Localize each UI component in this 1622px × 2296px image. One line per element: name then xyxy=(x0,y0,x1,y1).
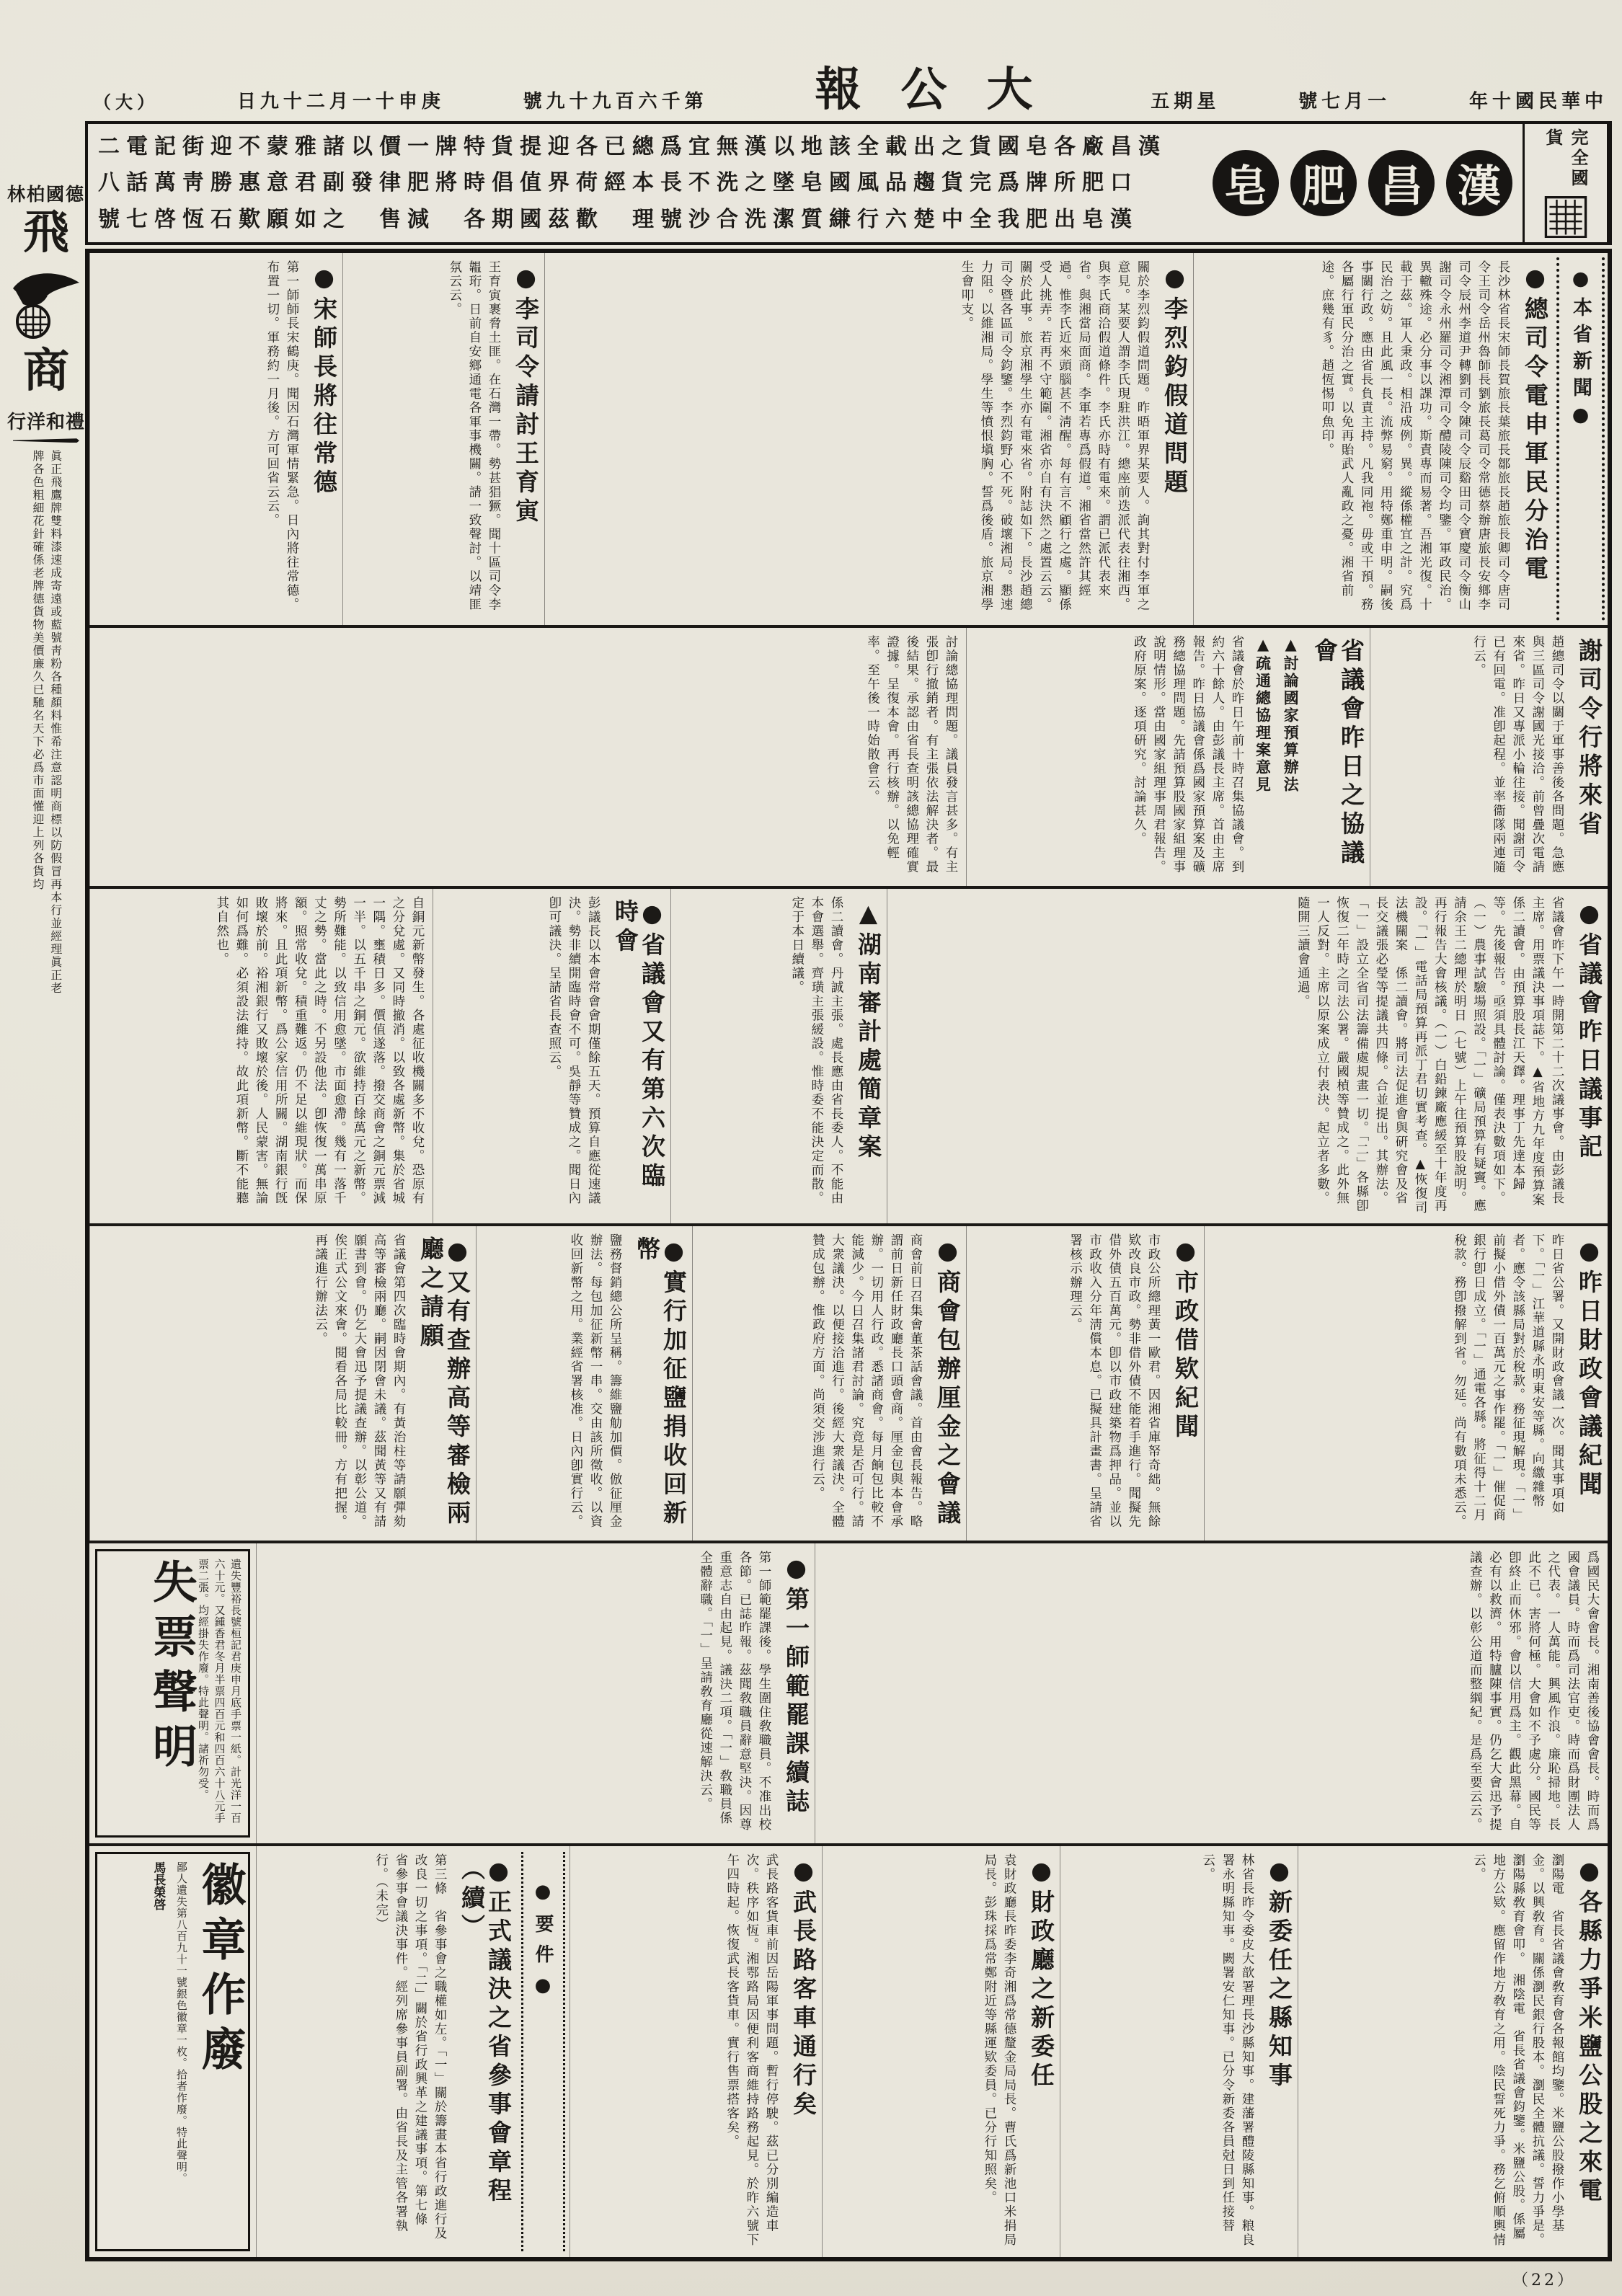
edition-label: （大） xyxy=(94,92,159,112)
ad-origin-label: 林柏國德 xyxy=(7,184,86,205)
brand-char-circle: 昌 xyxy=(1368,150,1435,216)
notice-title: 徽章作廢 xyxy=(194,1861,247,2080)
article-chamber-likin xyxy=(692,1226,966,1541)
ad-firm-name: 行洋和禮 xyxy=(7,412,86,434)
national-goods-seal xyxy=(1523,124,1609,242)
article-audit-bureau-charter xyxy=(670,889,887,1223)
article-body: 省議會於昨日午前十時召集協議會。到約六十餘人。由彭議長主席。首由主席報告。昨日協議會係爲國家預算案及礦務總協理問題。先請預算股國家組理事說明情形。當由國家組理事周君報告。政府原案。逐項硏究。討論甚久。 xyxy=(1132,635,1244,874)
headline: ●李司令請討王育寅 xyxy=(512,263,540,527)
important-items-marker xyxy=(521,1852,565,2251)
lunar-date: 日九十二月一十申庚 xyxy=(236,91,445,112)
article-body: 趙總司令以關于軍事善後各問題。急應與三區司令謝國光接洽。前曾疊次電請來省。昨日又專派小輪往接。聞謝司令已有回電。准卽起程。並率衞隊兩連隨行云。 xyxy=(1471,635,1565,874)
band-five xyxy=(89,1543,1608,1846)
subhead: ▲疏通總協理案意見 xyxy=(1254,635,1272,794)
article-body: 林省長昨令委皮大歆署理長沙縣知事。建藩署醴陵縣知事。粮良署永明縣知事。闕署安仁知事。已分令新委各員尅日到任接替云。 xyxy=(1200,1853,1255,2247)
section-title: 本省新聞 xyxy=(1569,297,1592,404)
article-body: 第一師範罷課後。學生圍住敎職員。不准出校各節。已誌昨報。茲聞敎職員辭意堅決。因尊重意志自由起見。議決二項。「一」敎職員係全體辭職。「一」呈請敎育廳從速解決云。 xyxy=(698,1551,772,1832)
notice-title: 失票聲明 xyxy=(145,1559,198,1778)
article-body: 袁財政廳長昨委李奇湘爲常德釐金局局長。曹氏爲新池口米捐局局長。彭珠採爲常鄭附近等縣運欵委員。已分行知照矣。 xyxy=(982,1853,1017,2247)
article-body: 省議會第四次臨時會期內。有黃治柱等請願彈劾高等審檢兩廳。嗣因閉會未議。茲聞黃等又有請願書到會。仍乞大會迅予提議查辦。以彰公道。俟正式公文來會。閱看各局比較冊。方有把握。再議進行辦法云。 xyxy=(313,1233,407,1529)
article-railway-service xyxy=(570,1846,822,2257)
article-sixth-special-session xyxy=(433,889,670,1223)
gregorian-date: 號七月一 xyxy=(1298,91,1391,112)
article-normal-school-strike xyxy=(256,1543,815,1843)
article-li-liejun-passage xyxy=(544,253,1193,625)
article-body: 武長路客貨車前因岳陽軍事問題。暫行停駛。茲已分別編造車次。秩序如恆。湘鄂路局因便利客商維持路務起見。於昨六號下午四時起。恢復武長客貨車。實行售票搭客矣。 xyxy=(724,1853,779,2247)
headline: ●省議會昨日議事記 xyxy=(1575,899,1603,1163)
article-body: 瀏陽電 省長省議會敎育會各報館均鑒。米鹽公股撥作小學基金。以興敎育。關係瀏民銀行股本。瀏民全體抗議。誓力爭是。瀏陽縣敎育會叩。 湘陰電 省長省議會鈞鑒。米鹽公股。係屬地方公欵。應留作地方敎育之用。陰民誓死力爭。務乞俯順輿情云。 xyxy=(1471,1853,1565,2247)
article-body: 鹽務督銷總公所呈稱。籌維鹽觔加價。倣征厘金辦法。每包加征新幣一串。交由該所徵收。以資收回新幣之用。業經省署核准。日內卽實行云。 xyxy=(568,1233,623,1529)
headline: ●省議會又有第六次臨時會 xyxy=(611,899,666,1192)
band-bottom xyxy=(89,1846,1608,2257)
article-body: 第一師師長宋鶴庚。聞因石灣軍情緊急。日內將往常德。布置一切。軍務約一月後。方可回省云云。 xyxy=(265,260,300,612)
headline: ●新委任之縣知事 xyxy=(1265,1856,1293,2091)
headline: 謝司令行將來省 xyxy=(1575,638,1603,840)
headline: ●宋師長將往常德 xyxy=(310,263,338,498)
headline: ●財政廳之新委任 xyxy=(1027,1856,1055,2091)
band-top xyxy=(89,253,1608,628)
ad-divider xyxy=(13,438,79,443)
ad-body-text: 眞正飛鷹牌雙料漆速成寄遠或藍號靑粉各種顏料惟希注意認明商標以防假冒再本行並經理眞正老牌各色粗細花針確係老牌德貨物美價廉久已馳名天下必爲市面懽迎上列各貨均 xyxy=(31,450,63,996)
soap-ad-copy xyxy=(88,124,1202,242)
headline: ●市政借欵紀聞 xyxy=(1171,1236,1200,1442)
article-assembly-consultation xyxy=(966,628,1370,886)
notice-body: 鄙人遺失第八百九十一號銀色徽章一枚。拾者作廢。特此聲明。 xyxy=(174,1861,188,2184)
section-header xyxy=(1556,257,1605,621)
eagle-logo-icon xyxy=(12,262,81,342)
important-items-label: ●要件● xyxy=(532,1881,554,2008)
band-three xyxy=(89,889,1608,1226)
era-date: 年十國民華中 xyxy=(1468,91,1608,112)
article-continuation-national-assembly xyxy=(815,1543,1608,1843)
article-body: 第三條 省參事會之職權如左。「一」關於籌畫本省行政進行及改良一切之事項。「二」關於省行政興革之建議事項。第七條 省參事會議決事件。經列席參事員副署。由省長及主管各署執行。（未完） xyxy=(373,1853,448,2241)
band-four xyxy=(89,1226,1608,1543)
section-dot: ● xyxy=(1569,267,1592,297)
brand-char-circle: 漢 xyxy=(1446,150,1512,216)
ad-big-char-fly: 飛 xyxy=(23,205,69,260)
article-assembly-proceedings xyxy=(887,889,1608,1223)
article-court-petition xyxy=(89,1226,476,1541)
article-salt-levy xyxy=(476,1226,692,1541)
page-number: （22） xyxy=(1512,2271,1576,2290)
article-xie-coming xyxy=(1370,628,1608,886)
band-two xyxy=(89,628,1608,889)
article-new-magistrates xyxy=(1060,1846,1298,2257)
headline: ●各縣力爭米鹽公股之來電 xyxy=(1575,1856,1603,2207)
article-body: 討論總協理問題。議員發言甚多。有主張卽行撤銷者。有主張依法解決者。最後結果。承認由省長查明該總協理確實證據。呈復本會。再行核辦。以免輕率。至午後一時始散會云。 xyxy=(865,635,958,874)
article-finance-appointments xyxy=(822,1846,1060,2257)
article-body: 爲國民大會會長。湘南善後協會會長。時而爲國會議員。時而爲司法官吏。時而爲財團法人之代表。一人萬能。興風作浪。廉恥掃地。長此不已。害將何極。大會如不予處分。國民等卽終止而休邪。會以信用爲主。觀此黑幕。自必有以救濟。用特臚陳事實。仍乞大會迅予提議查辦。以彰公道而整綱紀。是爲至要云云。 xyxy=(1468,1551,1600,1832)
article-military-civil-separation xyxy=(1193,253,1554,625)
ad-big-char-trademark: 商 xyxy=(23,343,69,398)
issue-number: 號九十九百六千第 xyxy=(523,91,708,112)
brand-char-circle: 皂 xyxy=(1213,150,1279,216)
headline: ●又有查辦高等審檢兩廳之請願 xyxy=(417,1236,471,1529)
brand-char-circle: 肥 xyxy=(1290,150,1357,216)
article-continuation-consultation xyxy=(89,628,966,886)
article-continuation-currency xyxy=(89,889,433,1223)
carlowitz-ad xyxy=(7,180,86,1334)
badge-void-notice xyxy=(95,1852,250,2251)
soap-brand-circles xyxy=(1202,124,1523,242)
article-body: 市政公所總理黃一歐君。因湘省庫帑奇絀。無餘欵改良市政。勢非借外債不能着手進行。聞擬先借外債五百萬元。卽以市政建築物爲押品。並以市政收入分年淸償本息。已擬具計畫書。呈請省署核示辦理云。 xyxy=(1068,1233,1161,1529)
article-municipal-loan xyxy=(966,1226,1204,1541)
soap-ad-banner xyxy=(85,121,1612,245)
article-body: 商會前日召集會董茶話會議。首由會長報告。略謂前日新任財政廳長口頭會商。厘金包與本會承辦。一切用人行政。悉諸商會。每月餉包比較不能減少。今日召集諸君討論。究竟是否可行。請大衆議決。以便接洽進行。後經大衆議決。全體贊成包辦。惟政府方面。尚須交涉進行云。 xyxy=(810,1233,923,1529)
weekday-label: 五期星 xyxy=(1151,91,1220,112)
headline: ●昨日財政會議紀聞 xyxy=(1575,1236,1603,1500)
soap-ad-line: 二電記街迎不蒙雅諸以價一牌特貨提迎各已總爲宜無漢以地該全載出之貨國皂各廠昌漢 xyxy=(98,133,1166,159)
headline: ●第一師範罷課續誌 xyxy=(782,1553,810,1817)
subhead: ▲討論國家預算辦法 xyxy=(1282,635,1300,794)
article-body: 省議會昨下午一時開第二十二次議事會。由彭議長主席。用票議決事項誌下。▲省地方九年度預算案 係二讀會。由預算股長江天鐸。理事丁先達本歸等。先後報告。亟須具體討論。僅表決數項如下。（一）農事試驗場照設。「一」礦局預算有疑竇。應請余王二總理於明日（七號）上午往預算股說明。再行報告大會核議。（一）白鉛鍊廠應緩至十年度再設。「一」電話局預算再派丁君切實考查。▲恢復司法機關案 係二讀會。將司法促進會與硏究會及省長交議張必瑩等提議共四條。合並提出。其辦法。「一」設立全省司法籌備處規畫一切。「二」各縣卽恢復二年時之司法公署。嚴國楨等贊成之。此外無一人反對。主席以原案成立付表決。起立者多數。隨開三讀會通過。 xyxy=(1295,896,1565,1221)
article-body: 王育寅裹脅土匪。在石灣一帶。勢甚猖獗。聞十區司令李韞珩。日前自安鄉通電各軍事機關。請一致聲討。以靖匪氛云云。 xyxy=(447,260,502,612)
headline: ●武長路客車通行矣 xyxy=(789,1856,817,2120)
soap-ad-line: 八話萬靑勝惠意君副發律肥將時倡值界荷經本長不洗之墜皂國風品趨貨完爲牌所肥口 xyxy=(98,170,1138,196)
article-council-charter xyxy=(256,1846,517,2257)
news-frame xyxy=(85,249,1612,2261)
article-body: 彭議長以本會常會會期僅餘五天。預算自應從速議決。勢非續開臨時會不可。吳靜等贊成之。聞日內卽可議決。呈請省長查照云。 xyxy=(546,896,601,1205)
paper-title: 報公大 xyxy=(815,63,1073,117)
seal-label: 完全國貨 xyxy=(1543,128,1589,189)
notice-body: 遺失豐裕長號桓記君庚申月底手票一紙。計光洋一百六十元。又鍾香君冬月半票四百元和四百六十八元手票二張。均經掛失作廢。特此聲明。諸祈勿受。 xyxy=(197,1559,242,1824)
article-rice-salt-telegrams xyxy=(1298,1846,1608,2257)
seal-stamp-icon xyxy=(1541,196,1591,238)
headline: 省議會昨日之協議會 xyxy=(1311,638,1365,869)
article-li-requests-punitive xyxy=(342,253,544,625)
headline: ●總司令電申軍民分治電 xyxy=(1521,263,1549,585)
article-finance-meeting xyxy=(1204,1226,1608,1541)
headline: ●實行加征鹽捐收回新幣 xyxy=(633,1236,688,1529)
lost-ticket-notice xyxy=(95,1549,250,1838)
article-song-to-changde xyxy=(89,253,342,625)
masthead xyxy=(94,45,1608,117)
article-body: 係二讀會。丹誠主張。處長應由省長委人。不能由本會選舉。齊璜主張緩設。惟時委不能決定而散。定于本日續議。 xyxy=(789,896,844,1205)
notice-signature: 馬長榮啓 xyxy=(151,1861,166,1910)
headline: ●正式議決之省參事會章程（續） xyxy=(458,1856,513,2207)
soap-ad-line: 號七啓恆石歎願如之 售減 各期國茲歡 理號沙合洗潔質縑行六楚中全我肥出皂漢 xyxy=(98,207,1138,233)
section-dot: ● xyxy=(1569,404,1592,433)
headline: ●商會包辦厘金之會議 xyxy=(934,1236,962,1529)
article-body: 自銅元新幣發生。各處征收機關多不收兌。恐原有之分兌處。又同時撤消。以致各處新幣。集於省城一隅。壅積日多。價值遂落。撥交商會之銅元票減一半。以五千串之銅元。欲維持百餘萬元之新幣。勢所難能。以致信用愈墜。市面愈滯。幾有一落千丈之勢。當此之時。不另設他法。卽恢復一萬串原額。照常收兌。積重難返。仍不足以維現狀。而保將來。且此項新幣。爲公家信用所關。湖南銀行旣敗壞於前。裕湘銀行又敗壞於後。人民蒙害。無論如何爲難。必須設法維持。故此項新幣。斷不能聽其自然也。 xyxy=(214,896,425,1205)
headline: ●李烈鈞假道問題 xyxy=(1161,263,1189,498)
article-body: 長沙林省長宋師長賀旅長葉旅長鄒旅長趙旅長卿司令唐司令王司令岳州魯師長劉旅長葛司令常德蔡辦唐旅長安鄉李司令辰州李道尹轉劉司令陳司令辰谿田司令寶慶司令衡山謝司令永州羅司令湘潭司令醴陵陳司令均鑒。軍政民治。異轍殊途。必分事以課功。斯責專而易著。吾湘光復。十載于茲。軍人秉政。相沿成例。異。縱係權宜之計。究爲民治之妨。且此風一長。流弊易窮。用特鄭重申明。嗣後事關行政。應由省長負責主持。凡我同袍。毋或干預。務各屬行軍民分治之實。以免再貽武人亂政之憂。湘省前途。庶幾有豸。趙恆惕叩魚印。 xyxy=(1319,260,1511,612)
article-body: 關於李烈鈞假道問題。昨晤軍界某要人。詢其對付李軍之意見。某要人謂李氏現駐洪江。總座前迭派代表往湘西。與李氏商洽假道條件。李氏亦時有電來。謂已派代表來省。與湘當局面商。李軍若專爲假道。湘省當然許其經過。惟李氏近來頭腦甚不淸醒。每有言不顧行之處。顯係受人挑弄。若再不守範圍。湘省亦自有決然之處置云云。關於此事。旅京湘學生亦有電來省。附誌如下。長沙趙總司令暨各區司令鈞鑒。李烈鈞野心不死。破壞湘局。懇速力阻。以維湘局。學生等憤恨塡胸。誓爲後盾。旅京湘學生會叩支。 xyxy=(959,260,1151,612)
article-body: 昨日省公署。又開財政會議一次。聞其事項如下。「一」江華道縣永明東安等縣。向繳雜幣者。應令該縣局對於稅款。務征現解現。「一」前擬小借外債一百萬元之事作罷。「一」催促商銀行卽日成立。「一」通電各縣。將征得十二月稅款。務卽撥解到省。勿延。尚有數項未悉云。 xyxy=(1452,1233,1565,1529)
headline: ▲湖南審計處簡章案 xyxy=(854,899,882,1163)
